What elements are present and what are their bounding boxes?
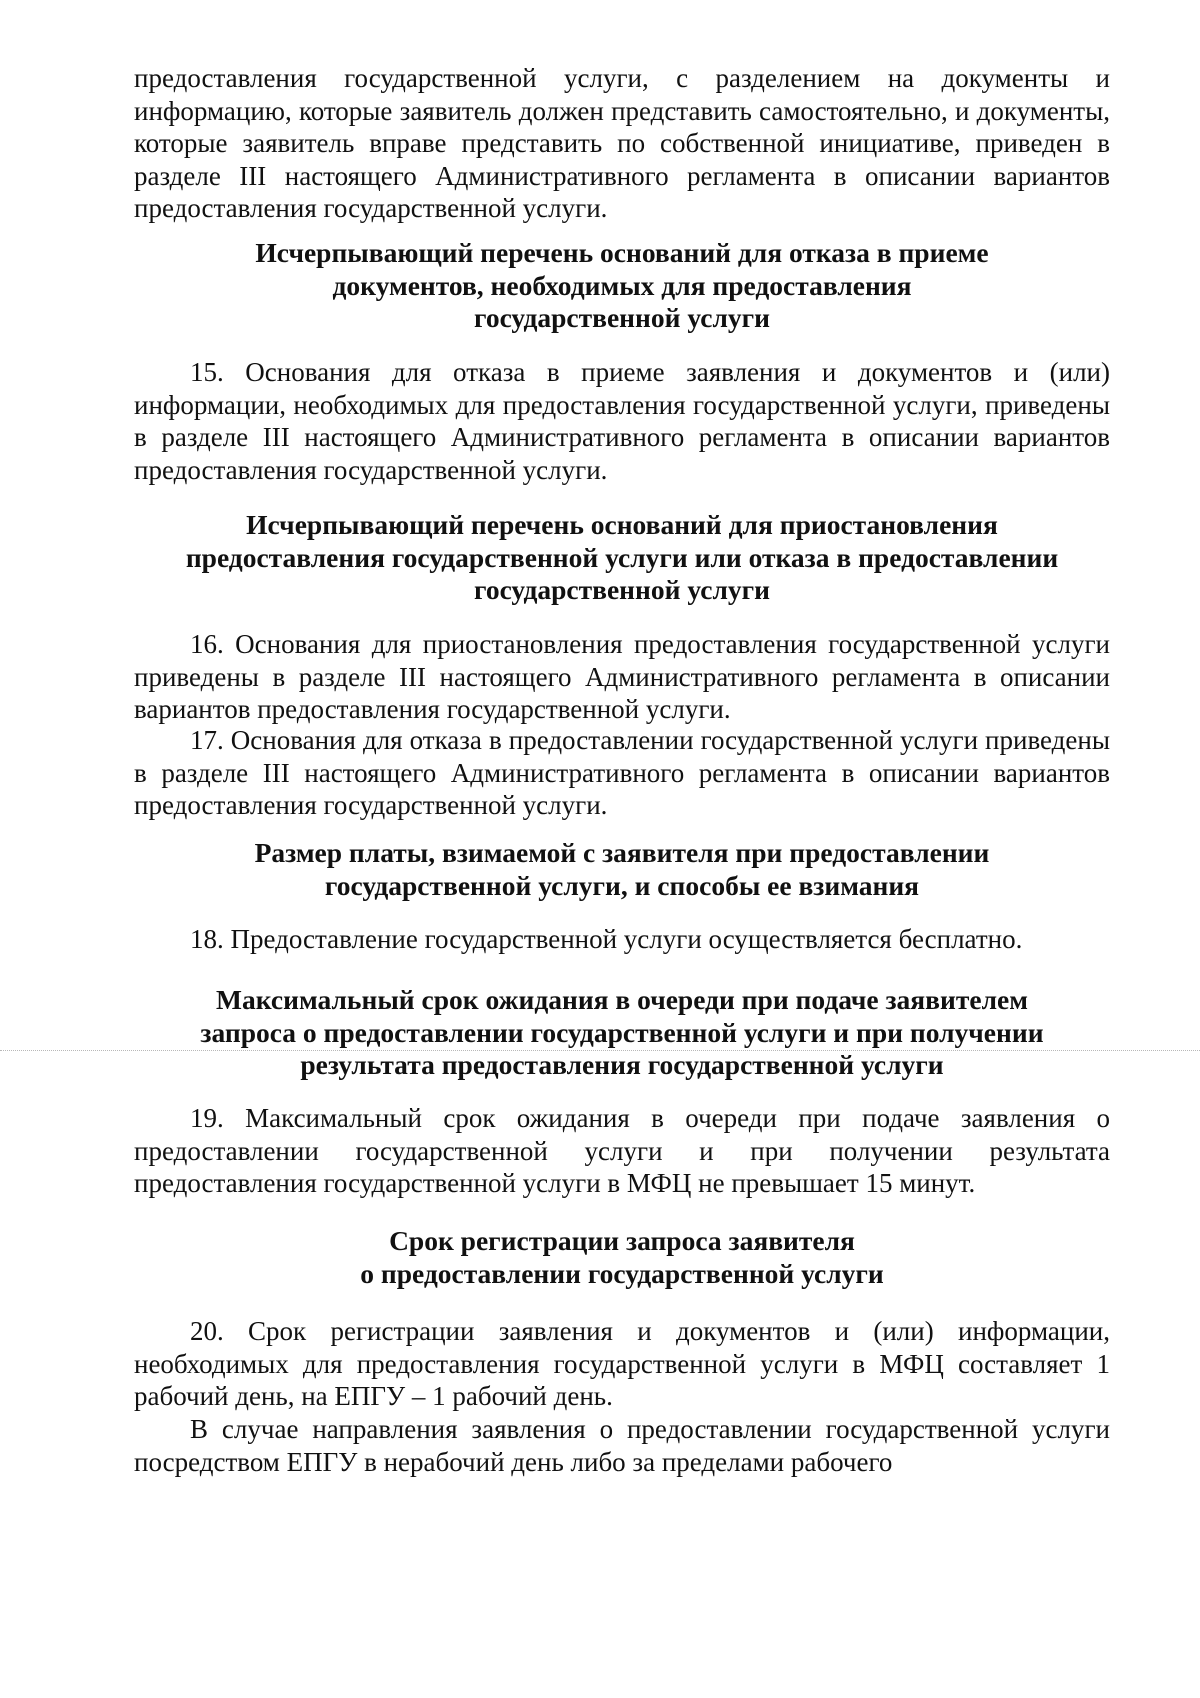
heading-line: результата предоставления государственной услуги	[300, 1049, 944, 1080]
heading-line: государственной услуги, и способы ее взимания	[324, 869, 920, 901]
heading-queue	[134, 984, 1110, 1082]
heading-registration	[134, 1225, 1110, 1290]
heading-line: предоставления государственной услуги или отказа в предоставлении	[185, 541, 1059, 573]
heading-line: Срок регистрации запроса заявителя	[389, 1225, 855, 1256]
paragraph-18: 18. Предоставление государственной услуги осуществляется бесплатно.	[190, 924, 1023, 954]
heading-fee	[134, 837, 1110, 902]
paragraph-20-continuation: В случае направления заявления о предоставлении государственной услуги посредством ЕПГУ в нерабочий день либо за пределами рабочего	[134, 1414, 1110, 1477]
heading-line: Исчерпывающий перечень оснований для приостановления	[246, 509, 998, 540]
heading-line: Размер платы, взимаемой с заявителя при предоставлении	[254, 837, 990, 868]
paragraph-19: 19. Максимальный срок ожидания в очереди при подаче заявления о предоставлении государственной услуги и при получении результата предоставления государственной услуги в МФЦ не превышает 15 минут.	[134, 1103, 1110, 1198]
heading-line: документов, необходимых для предоставления	[332, 269, 912, 301]
heading-line: Исчерпывающий перечень оснований для отказа в приеме	[255, 237, 989, 268]
paragraph-20: 20. Срок регистрации заявления и документов и (или) информации, необходимых для предоставления государственной услуги в МФЦ составляет 1 рабочий день, на ЕПГУ – 1 рабочий день.	[134, 1316, 1110, 1411]
heading-line: Максимальный срок ожидания в очереди при подаче заявителем	[216, 984, 1028, 1015]
heading-line: государственной услуги	[474, 302, 770, 333]
heading-refusal-acceptance	[134, 237, 1110, 335]
paragraph-17: 17. Основания для отказа в предоставлении государственной услуги приведены в разделе III настоящего Административного регламента в описании вариантов предоставления государственной услуги.	[134, 725, 1110, 820]
paragraph-16: 16. Основания для приостановления предоставления государственной услуги приведены в разделе III настоящего Административного регламента в описании вариантов предоставления государственной услуги.	[134, 629, 1110, 724]
heading-line: запроса о предоставлении государственной услуги и при получении	[200, 1016, 1044, 1048]
paragraph-15: 15. Основания для отказа в приеме заявления и документов и (или) информации, необходимых для предоставления государственной услуги, приведены в разделе III настоящего Административного регламента в описании вариантов предоставления государственной услуги.	[134, 357, 1110, 485]
paragraph-intro: предоставления государственной услуги, с разделением на документы и информацию, которые заявитель должен представить самостоятельно, и документы, которые заявитель вправе представить по собственной инициативе, приведен в разделе III настоящего Административного регламента в описании вариантов предоставления государственной услуги.	[134, 63, 1110, 223]
heading-line: государственной услуги	[474, 574, 770, 605]
heading-line: о предоставлении государственной услуги	[360, 1257, 884, 1289]
heading-suspension	[134, 509, 1110, 607]
